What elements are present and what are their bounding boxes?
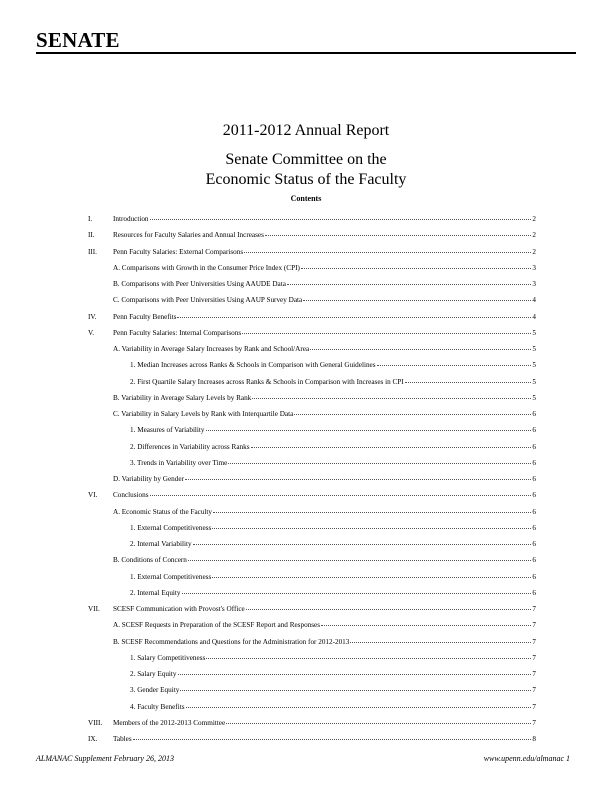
toc-entry-page: 6 <box>532 572 536 581</box>
toc-entry-title: Penn Faculty Salaries: External Comparisons <box>113 247 244 256</box>
toc-leader-dots <box>180 684 531 691</box>
toc-entry-title: A. Economic Status of the Faculty <box>113 507 213 516</box>
toc-leader-dots <box>188 554 532 561</box>
toc-leader-dots <box>228 457 531 464</box>
toc-entry-page: 5 <box>532 377 536 386</box>
toc-leader-dots <box>244 246 531 253</box>
toc-entry-title: 1. Measures of Variability <box>130 426 205 435</box>
toc-entry <box>88 230 536 246</box>
toc-leader-dots <box>206 652 531 659</box>
toc-leader-dots <box>377 359 532 366</box>
toc-entry <box>88 702 536 718</box>
toc-entry <box>88 360 536 376</box>
toc-entry-page: 6 <box>532 410 536 418</box>
toc-entry-title: D. Variability by Gender <box>113 475 184 483</box>
toc-leader-dots <box>185 473 531 480</box>
toc-entry-page: 7 <box>532 670 536 678</box>
toc-entry-title: C. Variability in Salary Levels by Rank with Interquartile Data <box>113 410 294 418</box>
toc-entry-title: Introduction <box>113 215 149 223</box>
toc-leader-dots <box>350 636 531 643</box>
toc-entry-title: Resources for Faculty Salaries and Annual Increases <box>113 231 264 240</box>
toc-entry-title: SCESF Communication with Provost's Office <box>113 605 245 613</box>
toc-entry-title: Penn Faculty Benefits <box>113 312 177 321</box>
toc-entry-title: Penn Faculty Salaries: Internal Comparisons <box>113 328 242 337</box>
toc-entry-page: 7 <box>532 621 536 630</box>
toc-leader-dots <box>226 717 531 724</box>
toc-leader-dots <box>150 489 532 496</box>
footer-url-page: www.upenn.edu/almanac 1 <box>483 754 570 763</box>
toc-entry-page: 7 <box>532 637 536 646</box>
masthead-title: SENATE <box>36 28 120 52</box>
committee-title-line-2: Economic Status of the Faculty <box>205 171 407 188</box>
toc-entry-title: 1. Median Increases across Ranks & Schools in Comparison with General Guidelines <box>130 361 376 370</box>
toc-leader-dots <box>294 408 531 415</box>
toc-entry <box>88 312 536 328</box>
toc-leader-dots <box>150 213 532 220</box>
toc-leader-dots <box>303 294 531 301</box>
toc-leader-dots <box>213 506 531 513</box>
toc-entry-page: 3 <box>532 263 536 272</box>
toc-leader-dots <box>321 619 531 626</box>
footer-publication: ALMANAC Supplement February 26, 2013 <box>36 754 174 763</box>
toc-leader-dots <box>182 587 532 594</box>
toc-entry-page: 2 <box>532 247 536 256</box>
toc-entry <box>88 279 536 295</box>
toc-entry-title: 3. Trends in Variability over Time <box>130 458 228 467</box>
toc-entry-page: 7 <box>532 702 536 711</box>
toc-entry <box>88 344 536 360</box>
toc-entry-title: Members of the 2012-2013 Committee <box>113 718 226 727</box>
toc-entry <box>88 295 536 311</box>
toc-entry <box>88 409 536 425</box>
toc-entry <box>88 263 536 279</box>
toc-entry <box>88 474 536 490</box>
toc-entry-number: III. <box>88 247 97 256</box>
toc-entry-title: 1. External Competitiveness <box>130 572 212 581</box>
toc-leader-dots <box>178 668 532 675</box>
report-year-title: 2011-2012 Annual Report <box>222 122 390 139</box>
toc-entry-page: 6 <box>532 491 536 500</box>
toc-entry-title: Conclusions <box>113 491 149 500</box>
toc-entry-title: 2. Internal Equity <box>130 588 181 597</box>
toc-entry-page: 6 <box>532 475 536 483</box>
toc-entry <box>88 425 536 441</box>
toc-entry <box>88 685 536 701</box>
toc-entry-page: 6 <box>532 540 536 548</box>
toc-entry-title: B. Variability in Average Salary Levels by Rank <box>113 393 252 402</box>
toc-entry <box>88 442 536 458</box>
committee-title <box>0 150 612 190</box>
toc-entry-title: 2. Differences in Variability across Ranks <box>130 442 250 451</box>
toc-entry-page: 8 <box>532 735 536 743</box>
toc-entry-page: 7 <box>532 653 536 662</box>
toc-leader-dots <box>212 522 531 529</box>
toc-entry-page: 7 <box>532 686 536 695</box>
toc-entry-page: 6 <box>532 442 536 451</box>
toc-entry-page: 7 <box>532 718 536 727</box>
toc-leader-dots <box>252 392 531 399</box>
toc-entry-page: 6 <box>532 556 536 565</box>
toc-leader-dots <box>310 343 531 350</box>
toc-entry <box>88 328 536 344</box>
toc-entry-page: 3 <box>532 280 536 288</box>
toc-leader-dots <box>177 311 531 318</box>
toc-entry-number: II. <box>88 231 95 240</box>
toc-leader-dots <box>405 376 532 383</box>
toc-entry <box>88 458 536 474</box>
toc-entry-title: C. Comparisons with Peer Universities Using AAUP Survey Data <box>113 296 303 305</box>
toc-entry <box>88 588 536 604</box>
toc-entry <box>88 555 536 571</box>
toc-entry <box>88 214 536 230</box>
toc-entry-page: 2 <box>532 231 536 240</box>
toc-entry <box>88 718 536 734</box>
toc-entry-number: IV. <box>88 312 97 321</box>
toc-entry <box>88 247 536 263</box>
toc-leader-dots <box>186 701 532 708</box>
toc-entry-title: 2. Salary Equity <box>130 670 177 678</box>
toc-entry-page: 7 <box>532 605 536 613</box>
toc-entry <box>88 669 536 685</box>
toc-entry <box>88 572 536 588</box>
toc-entry <box>88 523 536 539</box>
toc-entry-page: 4 <box>532 312 536 321</box>
toc-entry <box>88 620 536 636</box>
toc-entry-title: A. Comparisons with Growth in the Consumer Price Index (CPI) <box>113 263 300 272</box>
toc-entry-page: 6 <box>532 458 536 467</box>
toc-entry-page: 6 <box>532 523 536 532</box>
toc-entry-page: 2 <box>532 215 536 223</box>
toc-leader-dots <box>251 441 532 448</box>
toc-entry-title: 1. Salary Competitiveness <box>130 653 206 662</box>
toc-entry-title: A. SCESF Requests in Preparation of the SCESF Report and Responses <box>113 621 321 630</box>
toc-entry-title: B. Comparisons with Peer Universities Using AAUDE Data <box>113 280 286 288</box>
toc-entry <box>88 393 536 409</box>
toc-leader-dots <box>287 278 532 285</box>
toc-entry-title: B. SCESF Recommendations and Questions for the Administration for 2012-2013 <box>113 637 350 646</box>
toc-leader-dots <box>212 571 531 578</box>
toc-leader-dots <box>133 733 532 740</box>
toc-entry-title: 1. External Competitiveness <box>130 523 212 532</box>
toc-entry-number: VI. <box>88 491 98 500</box>
toc-entry <box>88 490 536 506</box>
toc-entry-number: V. <box>88 328 95 337</box>
toc-entry-title: A. Variability in Average Salary Increases by Rank and School/Area <box>113 345 310 353</box>
toc-entry <box>88 539 536 555</box>
toc-entry-title: 4. Faculty Benefits <box>130 702 185 711</box>
toc-leader-dots <box>206 424 532 431</box>
toc-entry-page: 5 <box>532 345 536 353</box>
masthead-rule <box>36 52 576 54</box>
toc-entry <box>88 734 536 750</box>
toc-entry <box>88 377 536 393</box>
toc-entry-page: 5 <box>532 361 536 370</box>
contents-heading: Contents <box>290 194 322 203</box>
toc-entry <box>88 604 536 620</box>
toc-entry <box>88 653 536 669</box>
toc-entry <box>88 507 536 523</box>
toc-leader-dots <box>265 229 532 236</box>
toc-entry-number: IX. <box>88 735 98 743</box>
toc-entry-number: VIII. <box>88 718 103 727</box>
toc-entry <box>88 637 536 653</box>
toc-entry-page: 6 <box>532 507 536 516</box>
toc-entry-title: 3. Gender Equity <box>130 686 180 695</box>
toc-entry-title: 2. First Quartile Salary Increases across Ranks & Schools in Comparison with Increases in CPI <box>130 377 404 386</box>
toc-entry-page: 5 <box>532 393 536 402</box>
toc-leader-dots <box>301 262 532 269</box>
toc-entry-title: 2. Internal Variability <box>130 540 192 548</box>
toc-leader-dots <box>193 538 532 545</box>
toc-entry-number: VII. <box>88 605 100 613</box>
committee-title-line-1: Senate Committee on the <box>225 151 387 168</box>
toc-entry-page: 6 <box>532 426 536 435</box>
toc-entry-page: 6 <box>532 588 536 597</box>
table-of-contents <box>88 214 536 750</box>
toc-entry-page: 5 <box>532 328 536 337</box>
toc-entry-title: B. Conditions of Concern <box>113 556 187 565</box>
toc-entry-page: 4 <box>532 296 536 305</box>
toc-leader-dots <box>246 603 532 610</box>
toc-entry-title: Tables <box>113 735 132 743</box>
toc-leader-dots <box>242 327 531 334</box>
toc-entry-number: I. <box>88 215 93 223</box>
